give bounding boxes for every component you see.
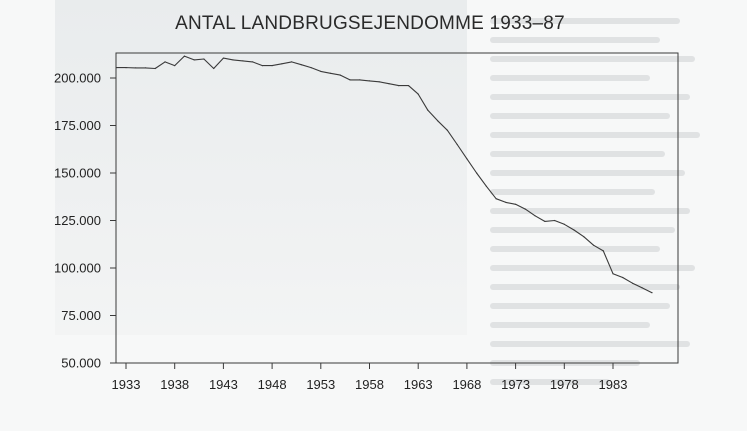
data-point — [233, 59, 234, 60]
y-tick-label: 100.000 — [54, 260, 101, 276]
data-point — [496, 198, 497, 199]
data-point — [369, 80, 370, 81]
data-point — [603, 250, 604, 251]
data-point — [242, 60, 243, 61]
x-tick-label: 1948 — [257, 377, 287, 392]
data-point — [583, 236, 584, 237]
data-point — [515, 204, 516, 205]
data-point — [573, 229, 574, 230]
data-point — [593, 245, 594, 246]
plot-area — [116, 53, 678, 363]
x-tick-label: 1958 — [355, 377, 384, 392]
y-tick-label: 150.000 — [54, 165, 101, 181]
x-tick-label: 1983 — [598, 377, 628, 392]
data-point — [408, 85, 409, 86]
data-point — [476, 172, 477, 173]
data-point — [311, 67, 312, 68]
data-point — [388, 83, 389, 84]
data-point — [262, 65, 263, 66]
data-point — [203, 58, 204, 59]
data-point — [437, 120, 438, 121]
series-line — [116, 56, 652, 293]
data-point — [359, 79, 360, 80]
data-point — [223, 58, 224, 59]
chart-title: ANTAL LANDBRUGSEJENDOMME 1933–87 — [175, 13, 565, 34]
x-tick-label: 1978 — [549, 377, 579, 392]
data-point — [194, 59, 195, 60]
y-tick-label: 125.000 — [54, 213, 101, 228]
data-point — [252, 61, 253, 62]
data-point — [135, 67, 136, 68]
data-point — [272, 65, 273, 66]
data-point — [486, 186, 487, 187]
data-point — [174, 65, 175, 66]
data-point — [612, 273, 613, 274]
data-point — [301, 64, 302, 65]
series-layer — [116, 56, 653, 294]
data-point — [447, 130, 448, 131]
data-point — [145, 67, 146, 68]
x-tick-label: 1943 — [208, 377, 238, 392]
data-point — [379, 81, 380, 82]
data-point — [213, 68, 214, 69]
x-tick-label: 1953 — [306, 377, 336, 392]
x-tick-label: 1963 — [403, 377, 433, 392]
x-tick-label: 1968 — [452, 377, 482, 392]
data-point — [505, 202, 506, 203]
x-axis — [112, 363, 628, 392]
data-point — [125, 67, 126, 68]
data-point — [525, 209, 526, 210]
data-point — [642, 287, 643, 288]
y-tick-label: 200.000 — [54, 70, 101, 86]
data-point — [291, 61, 292, 62]
y-tick-label: 175.000 — [54, 118, 101, 133]
data-point — [457, 144, 458, 145]
data-point — [622, 277, 623, 278]
data-point — [535, 215, 536, 216]
data-point — [320, 71, 321, 72]
x-tick-label: 1973 — [501, 377, 531, 392]
x-tick-label: 1938 — [160, 377, 190, 392]
data-point — [554, 220, 555, 221]
data-point — [398, 85, 399, 86]
data-point — [466, 158, 467, 159]
data-point — [564, 224, 565, 225]
data-point — [116, 67, 117, 68]
data-point — [632, 283, 633, 284]
data-point — [155, 68, 156, 69]
data-point — [281, 63, 282, 64]
y-tick-label: 75.000 — [61, 308, 101, 323]
data-point — [427, 110, 428, 111]
y-axis — [54, 71, 116, 371]
data-point — [651, 292, 652, 293]
data-point — [349, 79, 350, 80]
data-point — [544, 221, 545, 222]
data-point — [330, 73, 331, 74]
data-point — [418, 94, 419, 95]
data-point — [164, 61, 165, 62]
data-point — [184, 56, 185, 57]
data-point — [340, 75, 341, 76]
x-tick-label: 1933 — [111, 377, 141, 392]
y-tick-label: 50.000 — [61, 355, 101, 371]
